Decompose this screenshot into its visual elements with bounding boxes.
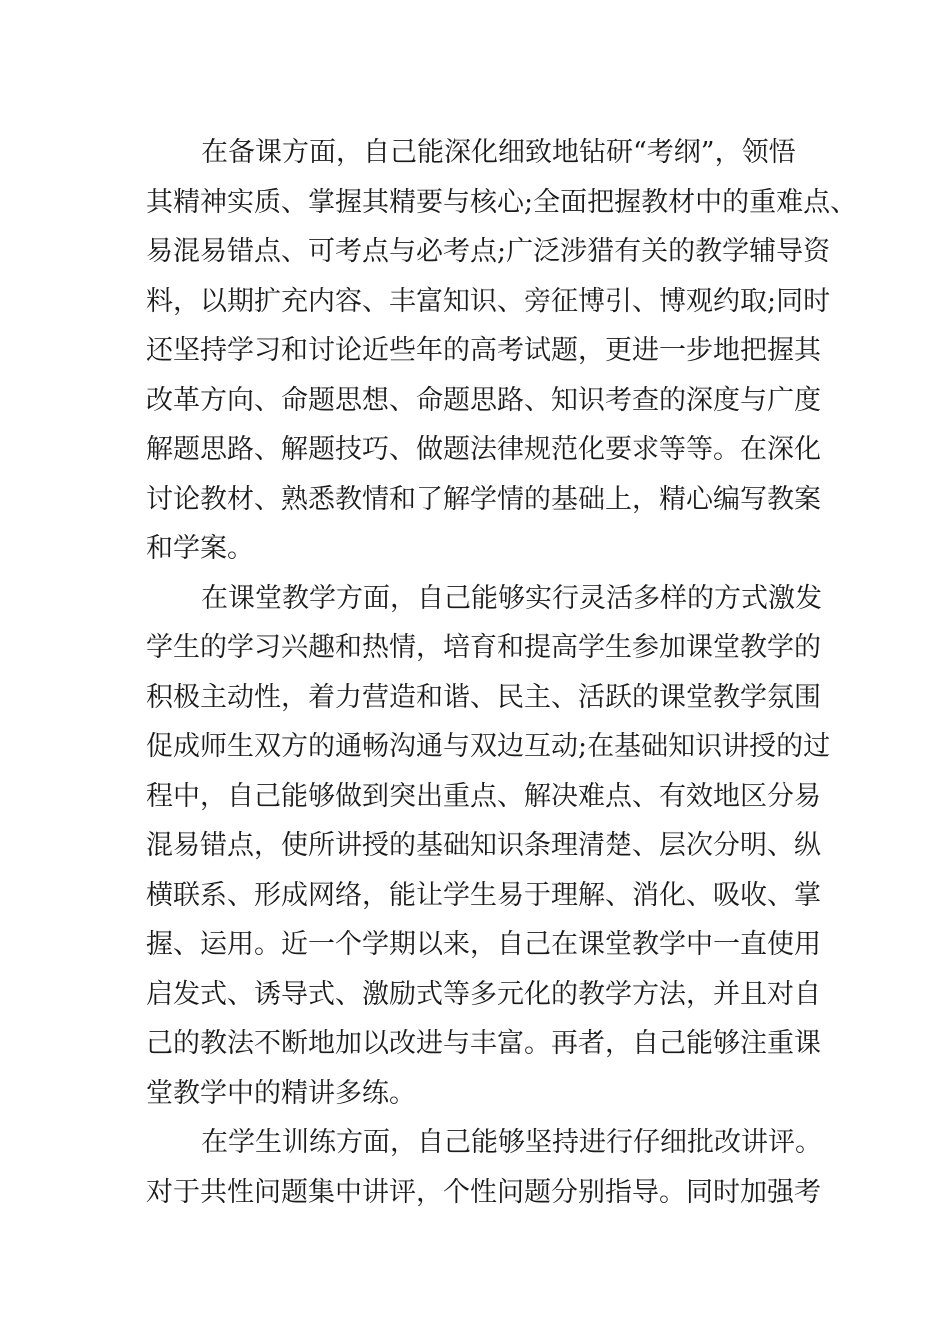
paragraph-classroom-teaching xyxy=(146,574,831,1119)
paragraph-line: 还坚持学习和讨论近些年的高考试题，更进一步地把握其 xyxy=(146,335,821,366)
paragraph-line: 程中，自己能够做到突出重点、解决难点、有效地区分易 xyxy=(146,780,821,812)
paragraph-student-training xyxy=(146,1118,822,1217)
paragraph-line: 改革方向、命题思想、命题思路、知识考查的深度与广度 xyxy=(146,384,821,416)
document-body xyxy=(146,128,858,1217)
paragraph-line: 在课堂教学方面，自己能够实行灵活多样的方式激发 xyxy=(201,582,822,614)
paragraph-line: 其精神实质、掌握其精要与核心;全面把握教材中的重难点、 xyxy=(146,186,858,218)
paragraph-line: 积极主动性，着力营造和谐、民主、活跃的课堂教学氛围 xyxy=(146,681,821,713)
paragraph-line: 讨论教材、熟悉教情和了解学情的基础上，精心编写教案 xyxy=(146,483,821,515)
paragraph-line: 解题思路、解题技巧、做题法律规范化要求等等。在深化 xyxy=(146,434,821,465)
paragraph-line: 横联系、形成网络，能让学生易于理解、消化、吸收、掌 xyxy=(146,879,821,911)
paragraph-line: 混易错点，使所讲授的基础知识条理清楚、层次分明、纵 xyxy=(146,830,821,861)
paragraph-line: 握、运用。近一个学期以来，自己在课堂教学中一直使用 xyxy=(146,929,821,960)
paragraph-line: 己的教法不断地加以改进与丰富。再者，自己能够注重课 xyxy=(146,1028,821,1059)
paragraph-line: 在学生训练方面，自己能够坚持进行仔细批改讲评。 xyxy=(201,1127,822,1158)
paragraph-line: 促成师生双方的通畅沟通与双边互动;在基础知识讲授的过 xyxy=(146,731,831,762)
paragraph-line: 易混易错点、可考点与必考点;广泛涉猎有关的教学辅导资 xyxy=(146,236,831,267)
paragraph-line: 在备课方面，自己能深化细致地钻研“考纲”，领悟 xyxy=(201,137,796,168)
paragraph-line: 对于共性问题集中讲评，个性问题分别指导。同时加强考 xyxy=(146,1176,821,1208)
paragraph-line: 学生的学习兴趣和热情，培育和提高学生参加课堂教学的 xyxy=(146,632,821,663)
paragraph-lesson-prep xyxy=(146,128,858,574)
paragraph-line: 料，以期扩充内容、丰富知识、旁征博引、博观约取;同时 xyxy=(146,285,831,317)
paragraph-line: 和学案。 xyxy=(146,533,254,564)
paragraph-line: 启发式、诱导式、激励式等多元化的教学方法，并且对自 xyxy=(146,978,821,1010)
paragraph-line: 堂教学中的精讲多练。 xyxy=(146,1077,416,1109)
